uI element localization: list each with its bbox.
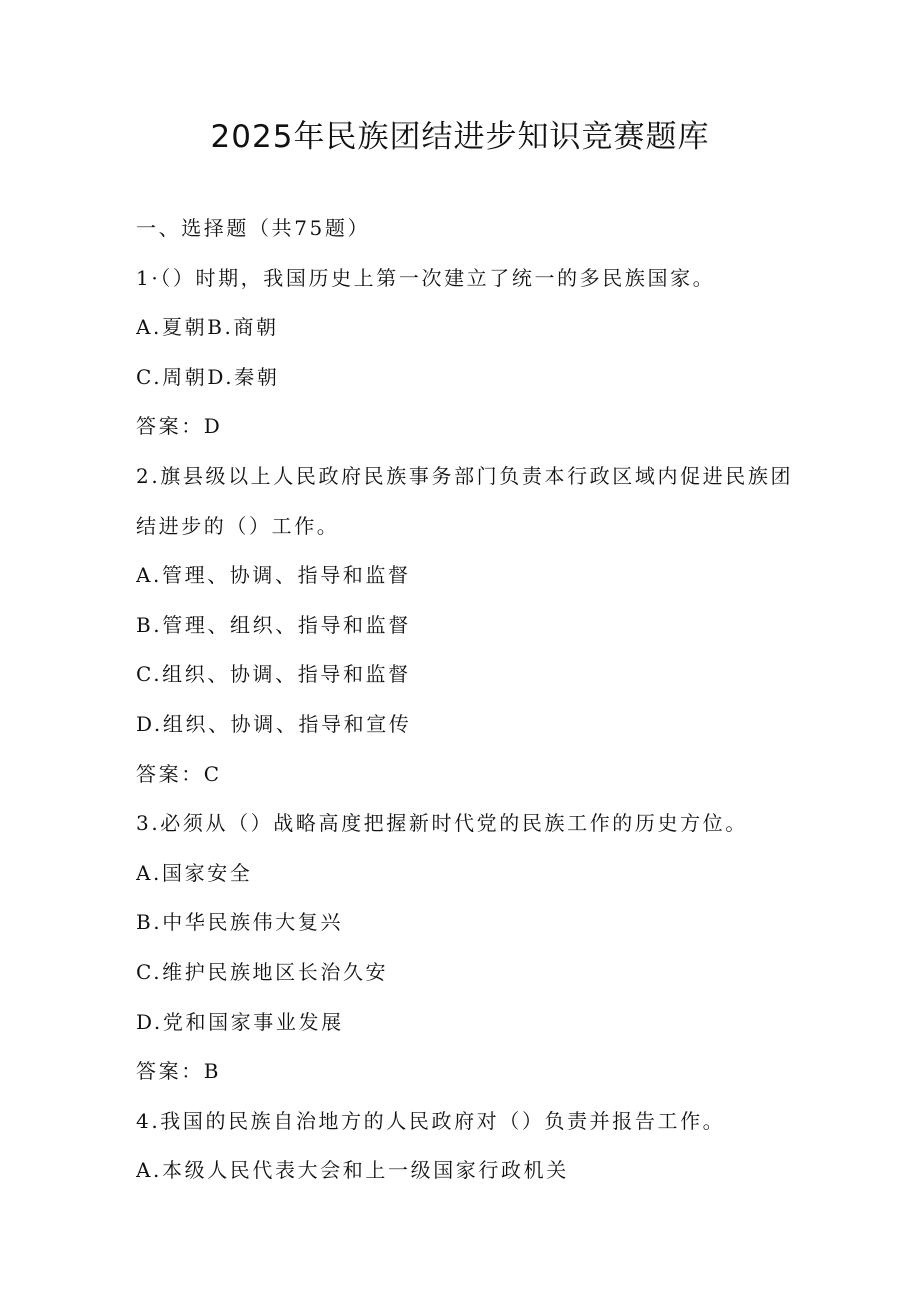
question-stem: 结进步的（）工作。 [136,513,340,538]
question-option: B.中华民族伟大复兴 [136,910,344,935]
section-heading: 一、选择题（共75题） [136,216,371,240]
question-option: A.国家安全 [136,860,253,885]
question-4 [136,1097,796,1196]
document-title: 2025年民族团结进步知识竞赛题库 [210,119,710,155]
question-stem: 4.我国的民族自治地方的人民政府对（）负责并报告工作。 [136,1108,726,1133]
question-answer: 答案：D [136,414,223,439]
document-body [136,204,796,1196]
question-answer: 答案：B [136,1059,222,1084]
question-option: C.维护民族地区长治久安 [136,959,389,984]
question-2 [136,452,796,799]
question-1 [136,254,796,452]
question-option: C.周朝D.秦朝 [136,364,280,389]
question-option: D.党和国家事业发展 [136,1009,344,1034]
question-option: A.管理、协调、指导和监督 [136,563,411,588]
question-3 [136,799,796,1097]
question-stem: 1·（）时期，我国历史上第一次建立了统一的多民族国家。 [136,265,716,290]
question-option: B.管理、组织、指导和监督 [136,612,411,637]
question-stem: 3.必须从（）战略高度把握新时代党的民族工作的历史方位。 [136,811,748,836]
question-option: A.夏朝B.商朝 [136,315,279,340]
question-option: C.组织、协调、指导和监督 [136,662,411,687]
question-option: D.组织、协调、指导和宣传 [136,711,412,736]
question-stem: 2.旗县级以上人民政府民族事务部门负责本行政区域内促进民族团 [136,463,794,488]
question-answer: 答案：C [136,761,222,786]
question-option: A.本级人民代表大会和上一级国家行政机关 [136,1158,569,1183]
